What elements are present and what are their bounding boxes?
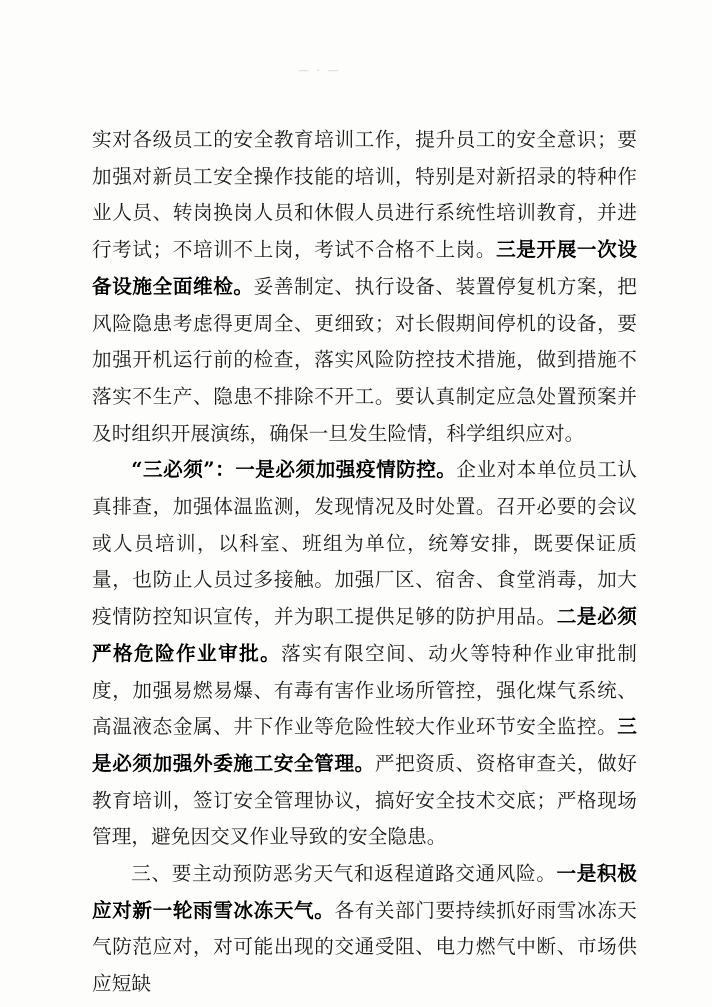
bold-heading-epidemic-control: “三必须”：一是必须加强疫情防控。: [131, 458, 457, 482]
paragraph-weather-traffic: [92, 856, 637, 1003]
text-run: 落实有限空间、动火等特种作业审批制度，加强易燃易爆、有毒有害作业场所管控，强化煤气系统、高温液态金属、井下作业等危险性较大作业环节安全监控。: [92, 641, 637, 739]
section-heading-weather-traffic: 三、要主动预防恶劣天气和返程道路交通风险。: [131, 862, 557, 886]
paragraph-three-musts: [92, 452, 637, 856]
faint-header-mark: — · —: [298, 64, 341, 77]
paragraph-equipment-inspection: [92, 122, 637, 452]
bold-heading-hazardous-work-approval: 二是必须严格危险作业审批。: [92, 605, 637, 665]
text-run: 企业对本单位员工认真排查，加强体温监测，发现情况及时处置。召开必要的会议或人员培训，以科室、班组为单位，统筹安排，既要保证质量，也防止人员过多接触。加强厂区、宿舍、食堂消毒，加大疫情防控知识宣传，并为职工提供足够的防护用品。: [92, 458, 637, 629]
text-run: 严把资质、资格审查关，做好教育培训，签订安全管理协议，搞好安全技术交底；严格现场管理，避免因交叉作业导致的安全隐患。: [92, 751, 637, 849]
document-body: [92, 122, 637, 1003]
bold-heading-outsourced-construction: 三是必须加强外委施工安全管理。: [92, 715, 637, 775]
text-run: 各有关部门要持续抓好雨雪冰冻天气防范应对，对可能出现的交通受阻、电力燃气中断、市场供应短缺: [92, 898, 638, 996]
bold-heading-equipment-inspection: 三是开展一次设备设施全面维检。: [92, 238, 638, 298]
text-run: 妥善制定、执行设备、装置停复机方案，把风险隐患考虑得更周全、更细致；对长假期间停机的设备，要加强开机运行前的检查，落实风险防控技术措施，做到措施不落实不生产、隐患不排除不开工。要认真制定应急处置预案并及时组织开展演练，确保一旦发生险情，科学组织应对。: [92, 274, 637, 445]
text-run: 实对各级员工的安全教育培训工作，提升员工的安全意识；要加强对新员工安全操作技能的培训，特别是对新招录的特种作业人员、转岗换岗人员和休假人员进行系统性培训教育，并进行考试；不培训不上岗，考试不合格不上岗。: [92, 128, 637, 262]
bold-heading-snow-ice: 一是积极应对新一轮雨雪冰冻天气。: [92, 862, 637, 922]
